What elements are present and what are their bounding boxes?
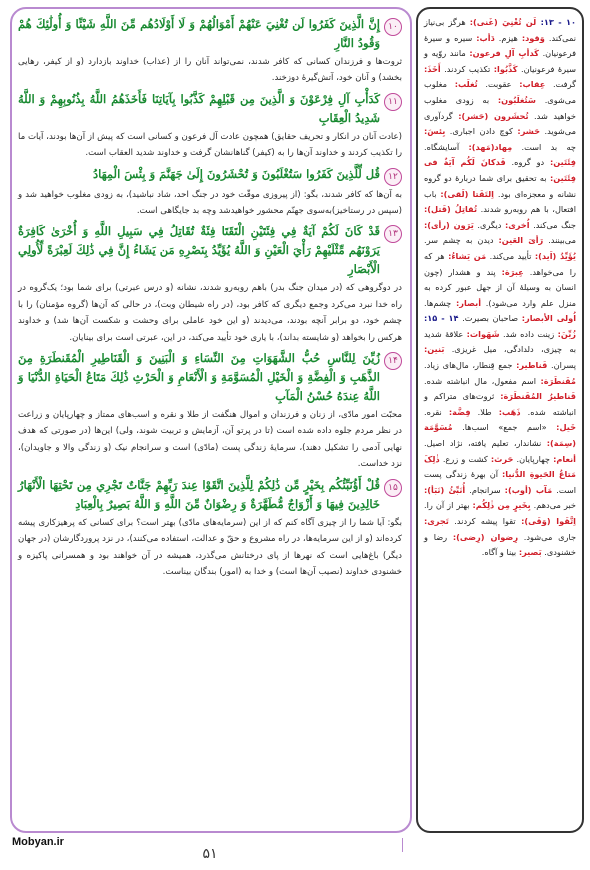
glossary-meaning: پند و هشدار (چون انسان به وسیلهٔ آن از جهل عبور کرده به منزل علم وارد می‌شود). [424,266,576,308]
glossary-term: بَصیر: [518,547,542,558]
glossary-meaning: گردآوری می‌شوید. [424,110,576,137]
glossary-meaning: رضا و خشنودی. [424,531,576,558]
glossary-term: یَرَون (رأی): [424,219,474,230]
glossary-meaning: مغلوب می‌شوی. [424,79,577,105]
glossary-entry [445,126,540,136]
glossary-term: مَن یَشاءُ: [448,250,487,261]
glossary-entry [424,298,481,308]
glossary-meaning: آسایشگاه. [424,141,469,152]
glossary-meaning: سیره و سیرهٔ فرعونیان. [424,32,576,59]
glossary-entry [424,407,471,417]
glossary-meaning: علاقهٔ شدید به چیزی، دلدادگی، میل غریزی. [424,328,576,355]
glossary-meaning: جاری می‌شود. [518,531,577,542]
glossary-meaning: می‌بینند. [543,235,576,246]
glossary-meaning: باب افتعال، با هم روبه‌رو شدند. [424,188,576,215]
glossary-term: مُقَنطَرَة: [540,375,576,386]
glossary-term: وَقود: [521,32,545,43]
glossary-meaning: پسران. [547,360,577,371]
glossary-term: اُولی الأبصار: [521,313,576,324]
glossary-term: رِضوان (رِضی): [452,531,519,542]
glossary-term: بَنین: [424,344,445,355]
glossary-panel [416,7,584,833]
glossary-entry [471,407,521,417]
glossary-entry [465,485,552,495]
verse-row [18,476,402,514]
glossary-meaning: چهارپایان. [513,453,554,464]
glossary-term: أبصار: [456,297,482,308]
glossary-meaning: دو گروه. [505,157,550,168]
glossary-entry [486,251,576,261]
glossary-meaning: دیدن به چشم سر. [424,235,499,246]
glossary-term: بِخَیرٍ مِن ذٰلِکُم: [472,500,531,511]
verse-number-badge: ۱۰ [384,18,402,36]
glossary-meaning: جمع قِنطار، مال‌های زیاد. [424,360,517,371]
glossary-meaning: کوچ دادن اجباری. [445,126,518,137]
glossary-term: اُخری: [504,219,530,230]
glossary-entry [453,422,576,432]
glossary-term: مَآب (أوب): [504,484,553,495]
verse-translation: بگو: آیا شما را از چیزی آگاه کنم که از این (سرمایه‌های مادّی) بهتر است؟ برای کسانی که پرهیزکاری پیشه کرده‌اند (و از این سرمایه‌ها، در راه مشروع و حقّ و عدالت، استفاده می‌کنند)، در نزد پروردگارشان (در جهان دیگر) باغ‌هایی است که نهرها از پای درختانش می‌گذرد، همیشه در آن خواهند بود و همسرانی پاکیزه و خشنودی خداوند (نصیب آن‌ها است) و خدا به (امور) بندگان بیناست. [18,517,402,577]
verse-number-badge: ۱۵ [384,479,402,497]
glossary-meaning: «اسم جمع» اسب‌ها. [452,422,557,433]
verse-translation: ثروت‌ها و فرزندان کسانی که کافر شدند، نمی‌تواند آنان را از (عذاب) خداوند بازدارد (و از کیفر، رهایی بخشد) و آنان خود، آتش‌گیرهٔ دوزخند. [18,57,402,84]
glossary-meaning: طلا. [470,406,499,417]
verses-panel [10,7,412,833]
verse-row [18,165,402,186]
glossary-term: أُنَبِّئُ (نَبَأ): [424,484,466,495]
glossary-meaning: بهتر از آن را. [424,500,473,511]
glossary-meaning: به تحقیق برای شما دربارهٔ دو گروه نشانه و معجزه‌ای بود. [424,172,576,199]
glossary-term: فِئَتَین: [549,157,577,168]
glossary-meaning: دیگری. [473,219,505,230]
verse-arabic-text: إِنَّ الَّذِينَ كَفَرُوا لَن تُغْنِيَ عَنْهُمْ أَمْوَالُهُمْ وَ لَا أَوْلَادُهُم مِّنَ اللَّهِ شَيْئًا وَ أُولَٰئِكَ هُمْ وَقُودُ النَّارِ [18,17,380,50]
verse-block [18,476,402,581]
glossary-entry [424,376,576,386]
glossary-term: عِبرَة: [501,266,524,277]
verse-row [18,349,402,406]
glossary-term: ذَهَب: [498,406,521,417]
glossary-meaning: آن بهرهٔ زندگی پست است. [424,469,576,495]
glossary-term: تَجری: [424,516,449,526]
verse-arabic-text: كَدَأْبِ آلِ فِرْعَوْنَ وَ الَّذِينَ مِن قَبْلِهِمْ كَذَّبُوا بِآيَاتِنَا فَأَخَذَهُمُ اللَّهُ بِذُنُوبِهِمْ وَ اللَّهُ شَدِيدُ الْعِقَابِ [18,91,380,125]
glossary-meaning: گرفت. [545,79,576,90]
verse-arabic-text: قَدْ كَانَ لَكُمْ آيَةٌ فِي فِئَتَيْنِ الْتَقَتَا فِئَةٌ تُقَاتِلُ فِي سَبِيلِ اللَّهِ وَ أُخْرَىٰ كَافِرَةٌ يَرَوْنَهُم مِّثْلَيْهِمْ رَأْيَ الْعَيْنِ وَ اللَّهُ يُؤَيِّدُ بِنَصْرِهِ مَن يَشَاءُ إِنَّ فِي ذَٰلِكَ لَعِبْرَةً لِّأُولِي الْأَبْصَارِ [18,224,380,277]
glossary-entry [424,142,512,152]
glossary-term: اِلتَقَتا (لَقی): [440,188,494,199]
verse-arabic-text: زُيِّنَ لِلنَّاسِ حُبُّ الشَّهَوَاتِ مِنَ النِّسَاءِ وَ الْبَنِينَ وَ الْقَنَاطِيرِ الْمُقَنطَرَةِ مِنَ الذَّهَبِ وَ الْفِضَّةِ وَ الْخَيْلِ الْمُسَوَّمَةِ وَ الْأَنْعَامِ وَ الْحَرْثِ ذَٰلِكَ مَتَاعُ الْحَيَاةِ الدُّنْيَا وَ اللَّهُ عِندَهُ حُسْنُ الْمَآبِ [18,351,380,404]
glossary-entry [513,454,576,464]
glossary-meaning: بینا و آگاه. [481,547,519,558]
glossary-term: زُیِّنَ: [557,328,576,339]
glossary-entry [495,33,545,43]
glossary-term: خَیل: [556,422,576,433]
glossary-meaning: ثروت‌های متراکم و انباشته شده. [424,391,576,417]
verse-block [18,165,402,220]
verse-block [18,222,402,346]
verse-row [18,222,402,279]
glossary-entry [441,64,518,74]
glossary-term: أَخَذَ: [424,63,441,74]
glossary-term: عِقاب: [519,79,546,90]
glossary-term: مِهاد(مَهد): [468,141,513,152]
glossary-meaning: تأیید می‌کند. [486,250,535,261]
glossary-meaning: مانند روّیه و سیرهٔ فرعونیان. [424,48,577,74]
verse-row [18,15,402,53]
glossary-meaning: اسم مفعول، مال انباشته شده. [424,375,541,386]
glossary-entry [506,157,576,167]
glossary-term: قَناطیر: [516,360,548,371]
glossary-term: قَدکانَ لَکُم آیَةٌ فی فِئَتَین: [424,157,576,183]
glossary-meaning: خبر می‌دهم. [530,500,576,511]
verse-translation: (عادت آنان در انکار و تحریف حقایق) همچون عادت آل فرعون و کسانی است که پیش از آن‌ها بودند، آیات ما را تکذیب کردند و خداوند آن‌ها را به (کیفر) گناهانشان گرفت و خداوند شدید العقاب است. [18,131,402,159]
verse-block [18,15,402,87]
glossary-verse-range: ۱۰ - ۱۳: [536,17,577,27]
glossary-meaning: زینت داده شد. [499,328,558,339]
glossary-entry [478,79,546,89]
glossary-entry [424,235,543,245]
glossary-meaning: به زودی مغلوب خواهید شد. [424,94,576,121]
glossary-meaning: تقوا پیشه کردند. [448,516,522,526]
glossary-term: لَن تُغْنِيَ (غَنی): [469,17,537,27]
glossary-term: بِئسَ: [424,126,446,137]
glossary-term: حَرث: [490,453,514,464]
glossary-term: دَأب: [476,32,495,43]
glossary-meaning: چشم‌ها. [424,297,456,308]
verse-number-badge: ۱۳ [384,225,402,243]
verse-arabic-text: قُلْ أَؤُنَبِّئُكُم بِخَيْرٍ مِّن ذَٰلِكُمْ لِلَّذِينَ اتَّقَوْا عِندَ رَبِّهِمْ جَنَّاتٌ تَجْرِي مِن تَحْتِهَا الْأَنْهَارُ خَالِدِينَ فِيهَا وَ أَزْوَاجٌ مُّطَهَّرَةٌ وَ رِضْوَانٌ مِّنَ اللَّهِ وَ اللَّهُ بَصِيرٌ بِالْعِبَادِ [18,477,380,511]
glossary-entry [459,313,576,323]
page-number: ۵۱ [202,846,218,862]
glossary-term: قَناطیرُ المُقَنطَرَة: [500,391,576,402]
glossary-entry [449,516,576,526]
glossary-meaning: کشت و زرع. [439,453,491,464]
glossary-meaning: سرانجام. [465,484,505,495]
verse-translation: به آن‌ها که کافر شدند، بگو: (از پیروزی موقّت خود در جنگ احد، شاد نباشید)، به زودی مغلوب خواهید شد و (سپس در رستاخیز)به‌سوی جهنّم محشور خواهیدشد وچه بد جایگاهی است. [18,189,402,217]
glossary-entry [482,547,542,557]
glossary-entry [424,360,547,370]
glossary-meaning: عقوبت. [477,79,520,90]
glossary-term: شَهَوات: [466,328,500,339]
glossary-term: کَذَّبُوا: [493,63,518,74]
glossary-term: رَأیَ العَین: [498,235,544,246]
glossary-text [424,15,576,561]
glossary-meaning: نشاندار، تعلیم یافته، نژاد اصیل. [424,438,547,449]
glossary-meaning: جنگ می‌کند. [529,219,576,230]
glossary-term: تُغلَب: [454,79,478,90]
verse-block [18,90,402,162]
glossary-term: اِتَّقَوا (وَقَی): [521,516,576,526]
glossary-term: سَتُغلَبُون: [497,94,536,105]
glossary-term: ذٰلِکَ مَتاعُ الحَیوةِ الدُّنیا: [424,453,577,480]
glossary-meaning: تکذیب کردند. [440,63,494,74]
site-watermark: Mobyan.ir [12,836,64,848]
verse-number-badge: ۱۴ [384,352,402,370]
verse-block [18,349,402,473]
glossary-term: مُسَوَّمَة (سِمَة): [424,422,576,449]
glossary-meaning: صاحبان بصیرت. [458,313,522,324]
glossary-term: تُقاتِلُ (قَتل): [424,204,478,215]
verse-translation: محبّت امور مادّی، از زنان و فرزندان و اموال هنگفت از طلا و نقره و اسب‌های ممتاز و چهارپایان و زراعت در نظر مردم جلوه داده شده است (تا در پرتو آن، آزمایش و تربیت شوند، ولی) این‌ها (در صورتی که هدف نهایی آدمی را تشکیل دهند)، سرمایهٔ زندگی پست (مادّی) است و سرانجام نیک (و زندگی والا و جاویدان)، نزد خداست. [18,410,402,470]
verse-row [18,90,402,128]
glossary-term: فِضَّة: [448,406,471,417]
verse-number-badge: ۱۱ [384,93,402,111]
glossary-meaning: چه بد است. [512,141,576,152]
glossary-term: کَدأبِ آلِ فرعون: [469,48,539,59]
glossary-meaning: نقره. [424,406,449,417]
glossary-verse-range: ۱۴ - ۱۵: [424,313,459,324]
verse-translation: در دوگروهی که (در میدان جنگ بدر) باهم روبه‌رو شدند، نشانه (و درس عبرتی) برای شما بود؛ یک‌گروه در راه خدا نبرد می‌کرد وجمع دیگری که کافر بود، (در راه شیطان وبت)، در حالی که آن‌ها (گروه مؤمنان) را با چشم خود، دو برابر آنچه بودند، می‌دیدند (و این خود عاملی برای وحشت و شکست آن‌ها شد) و خداوند هرکس را بخواهد (و شایسته بداند)، با یاری خود تأیید می‌کند، در این، عبرتی است برای بینایان. [18,283,402,343]
verse-arabic-text: قُل لِّلَّذِينَ كَفَرُوا سَتُغْلَبُونَ وَ تُحْشَرُونَ إِلَىٰ جَهَنَّمَ وَ بِئْسَ الْمِهَادُ [92,166,380,181]
glossary-entry [440,454,514,464]
glossary-meaning: هر که را می‌خواهد. [424,250,576,277]
glossary-term: حَشر: [517,126,541,137]
glossary-term: یُؤَیِّدُ (اَید): [534,250,577,261]
glossary-entry [424,500,531,510]
glossary-term: تُحشَرون (حَشر): [458,110,529,121]
glossary-meaning: هیزم. [494,32,522,43]
verse-number-badge: ۱۲ [384,168,402,186]
glossary-meaning: هرگز بی‌نیاز نمی‌کند. [424,17,576,43]
glossary-entry [474,220,530,230]
glossary-term: أنعام: [553,453,576,464]
